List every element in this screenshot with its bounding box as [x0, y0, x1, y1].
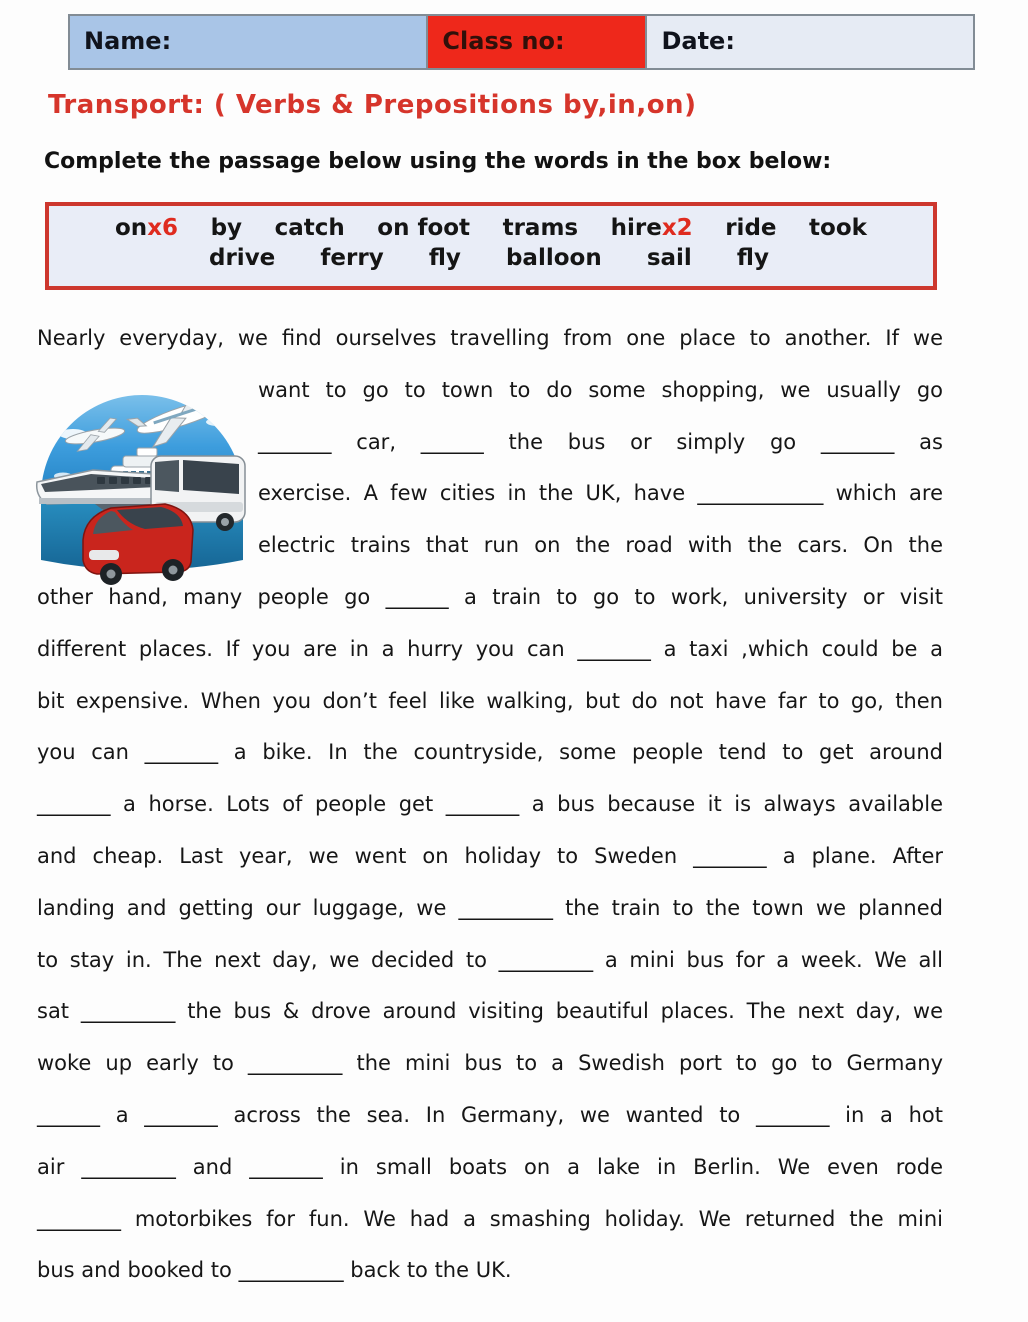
passage: [37, 326, 943, 1301]
blank-field[interactable]: _______: [258, 429, 332, 454]
passage-line: ________ motorbikes for fun. We had a smashing holiday. We returned the mini: [37, 1206, 943, 1231]
word-option: balloon: [505, 245, 602, 271]
blank-field[interactable]: _______: [249, 1154, 323, 1179]
blank-field[interactable]: ______: [385, 585, 449, 609]
passage-line: different places. If you are in a hurry you can _______ a taxi ,which could be a: [37, 636, 943, 661]
blank-field[interactable]: _______: [144, 740, 219, 765]
name-field[interactable]: [70, 16, 428, 68]
blank-field[interactable]: ____________: [697, 481, 824, 506]
passage-line: electric trains that run on the road with the cars. On the: [258, 533, 943, 558]
word-option: trams: [502, 215, 579, 241]
class-no-label: Class no:: [442, 27, 565, 55]
blank-field[interactable]: _______: [577, 636, 651, 661]
blank-field[interactable]: _______: [755, 1103, 830, 1127]
passage-line: to stay in. The next day, we decided to _________ a mini bus for a week. We all: [37, 947, 944, 972]
page-title: Transport: ( Verbs & Prepositions by,in,on): [48, 90, 697, 120]
word-multiplier: x2: [661, 215, 693, 241]
blank-field[interactable]: _________: [80, 999, 176, 1024]
word-option: by: [210, 215, 243, 241]
word-option: took: [809, 215, 867, 241]
blank-field[interactable]: __________: [238, 1258, 344, 1283]
name-label: Name:: [84, 27, 172, 55]
word-option: drive: [209, 245, 276, 271]
word-option: sail: [646, 245, 692, 271]
blank-field[interactable]: _______: [144, 1103, 218, 1127]
passage-line: Nearly everyday, we find ourselves travelling from one place to another. If we: [37, 326, 943, 350]
blank-field[interactable]: _______: [693, 844, 767, 868]
word-option: fly: [428, 245, 461, 271]
passage-line: you can _______ a bike. In the countryside, some people tend to get around: [37, 740, 943, 765]
passage-line: bus and booked to __________ back to the UK.: [37, 1258, 512, 1283]
blank-field[interactable]: _______: [445, 792, 520, 817]
word-box-row: [209, 245, 769, 271]
word-option: hirex2: [610, 215, 693, 241]
word-option: on foot: [377, 215, 471, 241]
passage-line: landing and getting our luggage, we _________ the train to the town we planned: [37, 895, 943, 920]
passage-line: _______ car, ______ the bus or simply go _______ as: [258, 429, 943, 454]
passage-line: and cheap. Last year, we went on holiday to Sweden _______ a plane. After: [37, 844, 944, 868]
instruction-text: Complete the passage below using the words in the box below:: [44, 149, 832, 174]
word-box: [45, 202, 937, 290]
blank-field[interactable]: _________: [81, 1154, 176, 1179]
word-option: fly: [736, 245, 769, 271]
passage-line: sat _________ the bus & drove around visiting beautiful places. The next day, we: [37, 999, 944, 1024]
passage-line: bit expensive. When you don’t feel like walking, but do not have far to go, then: [37, 688, 943, 713]
blank-field[interactable]: ________: [37, 1206, 121, 1231]
passage-line: _______ a horse. Lots of people get _______ a bus because it is always available: [37, 792, 943, 817]
header-table: [68, 14, 975, 70]
blank-field[interactable]: ______: [420, 429, 484, 454]
blank-field[interactable]: _______: [37, 792, 111, 817]
passage-line: woke up early to _________ the mini bus to a Swedish port to go to Germany: [37, 1051, 944, 1076]
blank-field[interactable]: ______: [37, 1103, 100, 1127]
word-multiplier: x6: [147, 215, 179, 241]
blank-field[interactable]: _______: [820, 429, 895, 454]
word-option: onx6: [115, 215, 179, 241]
word-box-row: [115, 215, 867, 241]
blank-field[interactable]: _________: [498, 947, 594, 972]
word-option: ferry: [320, 245, 384, 271]
class-no-field[interactable]: [428, 16, 647, 68]
date-label: Date:: [661, 27, 735, 55]
passage-line: ______ a _______ across the sea. In Germany, we wanted to _______ in a hot: [37, 1103, 943, 1127]
passage-line: air _________ and _______ in small boats on a lake in Berlin. We even rode: [37, 1154, 943, 1179]
blank-field[interactable]: _________: [458, 895, 553, 920]
passage-line: other hand, many people go ______ a train to go to work, university or visit: [37, 585, 943, 609]
passage-line: want to go to town to do some shopping, we usually go: [258, 377, 943, 402]
date-field[interactable]: [647, 16, 973, 68]
word-option: ride: [725, 215, 777, 241]
word-option: catch: [274, 215, 345, 241]
blank-field[interactable]: _________: [247, 1051, 343, 1076]
passage-line: exercise. A few cities in the UK, have ____________ which are: [258, 481, 943, 506]
